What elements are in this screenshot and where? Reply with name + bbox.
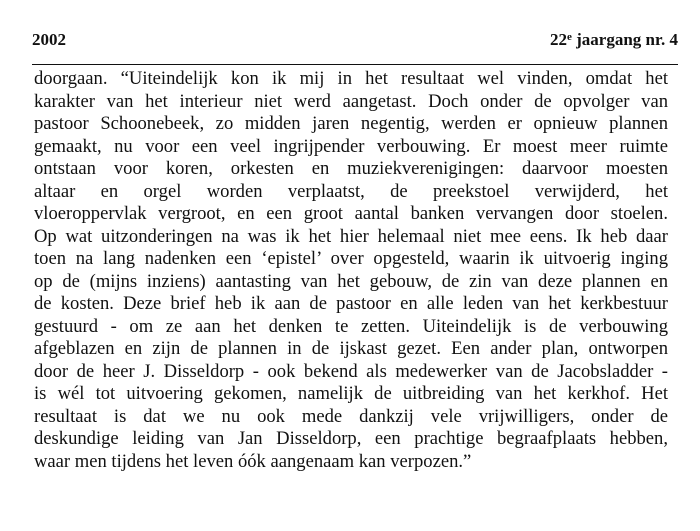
article-body [34, 68, 668, 473]
text-line: de kosten. Deze brief heb ik aan de pastoor en alle leden van het kerkbestuur [34, 293, 668, 314]
issue-rest: jaargang nr. 4 [571, 30, 678, 49]
text-line: afgeblazen en zijn de plannen in de ijskast gezet. Een ander plan, ontworpen [34, 338, 668, 359]
text-line: deskundige leiding van Jan Disseldorp, een prachtige begraafplaats hebben, [34, 428, 668, 449]
text-line: waar men tijdens het leven óók aangenaam kan verpozen.” [34, 450, 472, 472]
issue-suffix: e [567, 31, 572, 43]
text-line: toen na lang nadenken een ‘epistel’ over opgesteld, waarin ik uitvoerig inging [34, 248, 668, 269]
text-line: op de (mijns inziens) aantasting van het gebouw, de zin van deze plannen en [34, 270, 668, 292]
text-line: gemaakt, nu voor een veel ingrijpender verbouwing. Er moest meer ruimte [34, 135, 668, 157]
header-year: 2002 [32, 30, 66, 49]
header-issue [550, 30, 678, 50]
text-line: doorgaan. “Uiteindelijk kon ik mij in het resultaat wel vinden, omdat het [34, 68, 668, 89]
issue-number: 22 [550, 30, 567, 49]
text-line: karakter van het interieur niet werd aangetast. Doch onder de opvolger van [34, 90, 668, 112]
text-line: resultaat is dat we nu ook mede dankzij vele vrijwilligers, onder de [34, 405, 668, 427]
text-line: gestuurd - om ze aan het denken te zetten. Uiteindelijk is de verbouwing [34, 315, 668, 337]
text-line: Op wat uitzonderingen na was ik het hier helemaal niet mee eens. Ik heb daar [34, 225, 668, 247]
text-line: altaar en orgel worden verplaatst, de preekstoel verwijderd, het [34, 180, 668, 202]
text-line: pastoor Schoonebeek, zo midden jaren negentig, werden er opnieuw plannen [34, 113, 668, 134]
text-line: ontstaan voor koren, orkesten en muziekverenigingen: daarvoor moesten [34, 158, 668, 179]
text-line: is wél tot uitvoering gekomen, namelijk de uitbreiding van het kerkhof. Het [34, 383, 668, 404]
text-line: door de heer J. Disseldorp - ook bekend als medewerker van de Jacobsladder - [34, 360, 668, 382]
header-rule [32, 64, 678, 65]
text-line: vloeroppervlak vergroot, en een groot aantal banken vervangen door stoelen. [34, 203, 668, 224]
page-header [32, 30, 678, 54]
